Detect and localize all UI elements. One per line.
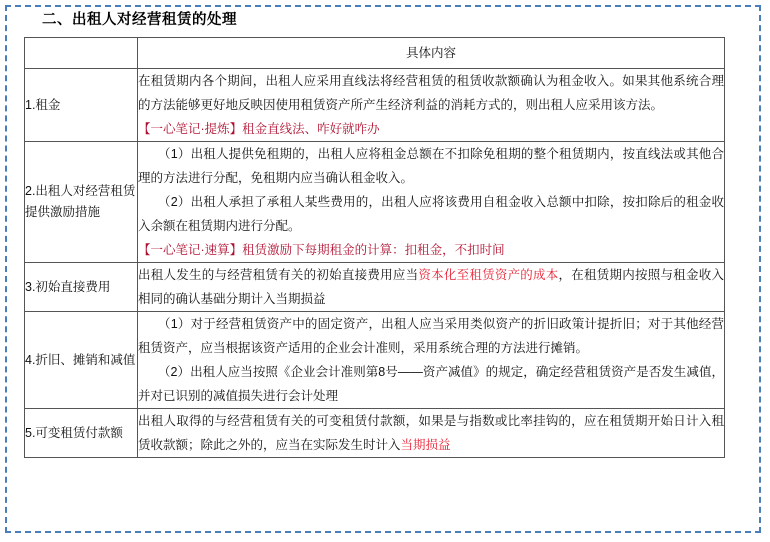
row-label: 2.出租人对经营租赁提供激励措施	[25, 142, 138, 263]
row-content	[138, 263, 725, 312]
paragraph-text: 出租人取得的与经营租赁有关的可变租赁付款额，如果是与指数或比率挂钩的，应在租赁期开始日计入租赁收款额；除此之外的，应当在实际发生时计入	[138, 414, 724, 452]
highlighted-term: 资本化至租赁资产的成本	[418, 268, 559, 282]
table-header-row	[25, 38, 725, 69]
paragraph: 在租赁期内各个期间，出租人应采用直线法将经营租赁的租赁收款额确认为租金收入。如果其他系统合理的方法能够更好地反映因使用租赁资产所产生经济利益的消耗方式的，则出租人应采用该方法。	[138, 74, 724, 112]
table-row	[25, 409, 725, 458]
row-content	[138, 142, 725, 263]
row-label: 5.可变租赁付款额	[25, 409, 138, 458]
table-row	[25, 69, 725, 142]
table-row	[25, 312, 725, 409]
row-content	[138, 69, 725, 142]
red-note-line: 【一心笔记·提炼】租金直线法、咋好就咋办	[138, 122, 380, 136]
row-label: 1.租金	[25, 69, 138, 142]
lessor-operating-lease-table	[24, 37, 725, 458]
red-note-line: 【一心笔记·速算】租赁激励下每期租金的计算：扣租金，不扣时间	[138, 243, 505, 257]
paragraph: （1）出租人提供免租期的，出租人应将租金总额在不扣除免租期的整个租赁期内，按直线法或其他合理的方法进行分配，免租期内应当确认租金收入。	[138, 147, 724, 185]
highlighted-term: 当期损益	[400, 438, 451, 452]
paragraph	[138, 263, 724, 311]
paragraph: （2）出租人承担了承租人某些费用的，出租人应将该费用自租金收入总额中扣除，按扣除后的租金收入余额在租赁期内进行分配。	[138, 195, 724, 233]
paragraph-text: ，在租赁期内按照与租金收入相同的确认基础分期计入当期损益	[138, 268, 724, 306]
table-body	[25, 38, 725, 458]
row-label: 4.折旧、摊销和减值	[25, 312, 138, 409]
row-content	[138, 312, 725, 409]
row-label: 3.初始直接费用	[25, 263, 138, 312]
table-row	[25, 263, 725, 312]
paragraph	[138, 409, 724, 457]
header-cell-left	[25, 38, 138, 69]
paragraph: （1）对于经营租赁资产中的固定资产，出租人应当采用类似资产的折旧政策计提折旧；对于其他经营租赁资产，应当根据该资产适用的企业会计准则，采用系统合理的方法进行摊销。	[138, 317, 724, 355]
paragraph: （2）出租人应当按照《企业会计准则第8号——资产减值》的规定，确定经营租赁资产是否发生减值，并对已识别的减值损失进行会计处理	[138, 365, 724, 403]
document-content	[24, 10, 724, 458]
header-cell-content: 具体内容	[138, 38, 725, 69]
row-content	[138, 409, 725, 458]
paragraph-text: 出租人发生的与经营租赁有关的初始直接费用应当	[138, 268, 419, 282]
table-row	[25, 142, 725, 263]
page-title: 二、出租人对经营租赁的处理	[42, 12, 237, 28]
